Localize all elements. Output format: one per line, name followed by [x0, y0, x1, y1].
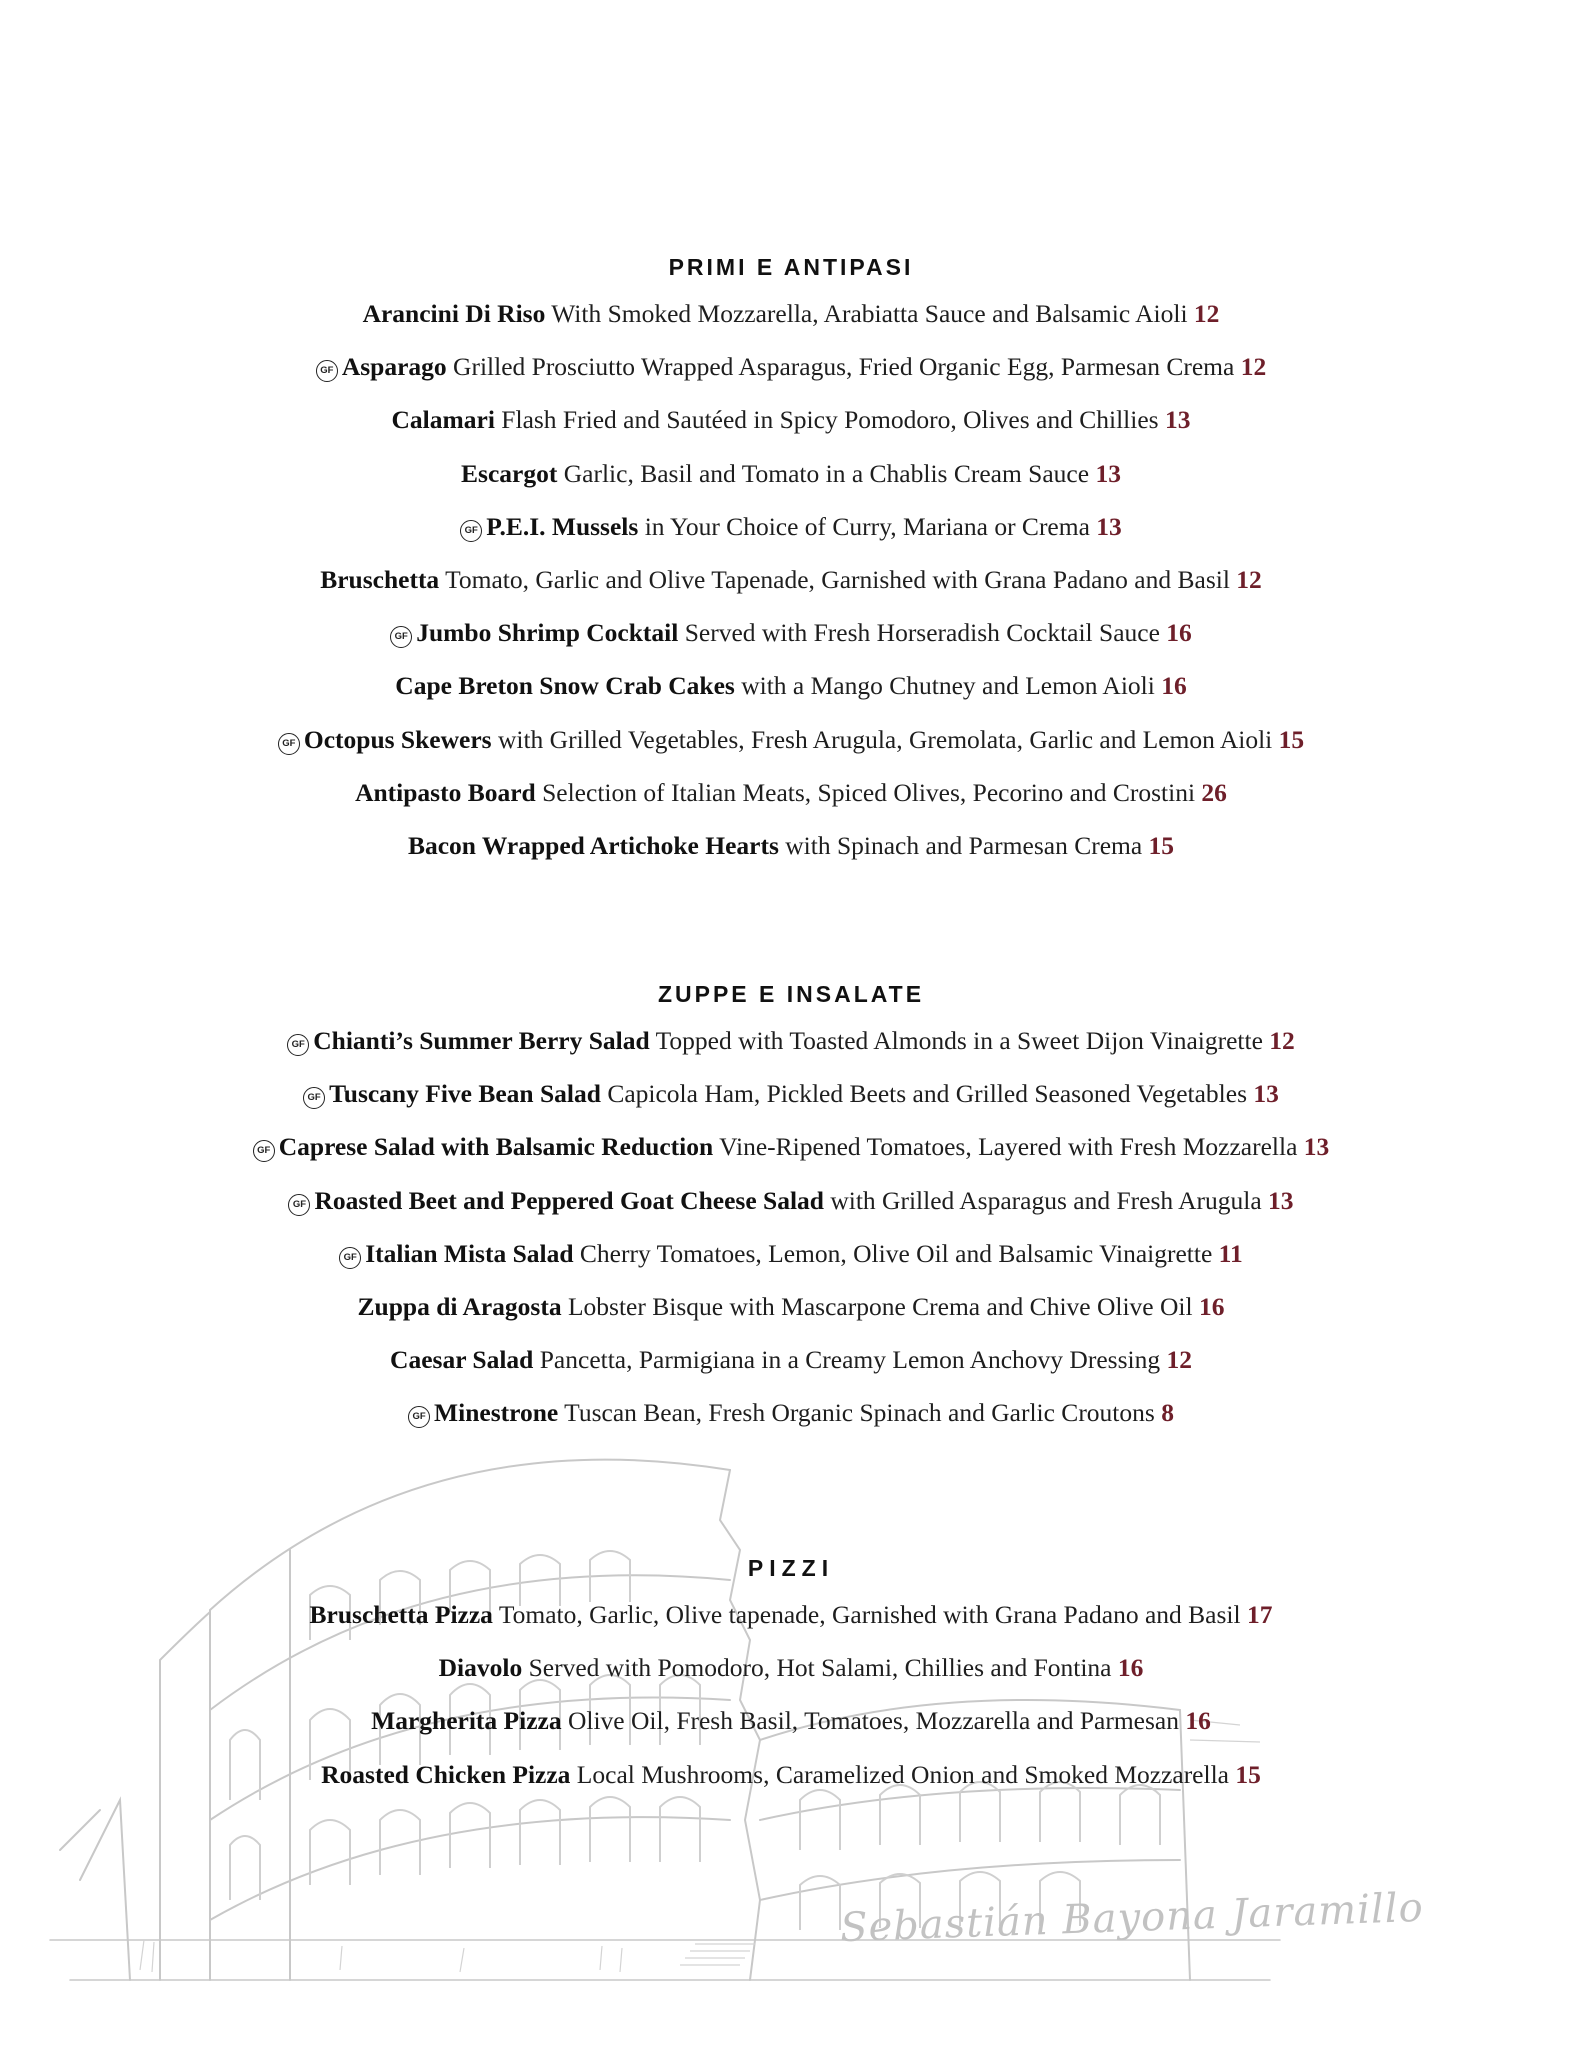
item-description: Local Mushrooms, Caramelized Onion and Smoked Mozzarella	[576, 1759, 1229, 1789]
item-description: Selection of Italian Meats, Spiced Olives, Pecorino and Crostini	[542, 777, 1196, 807]
item-name: Roasted Beet and Peppered Goat Cheese Salad	[314, 1185, 824, 1215]
menu-item	[0, 287, 1582, 340]
section-pizzi	[0, 1548, 1582, 1801]
gluten-free-icon: GF	[316, 360, 338, 382]
menu-item	[0, 500, 1582, 553]
menu-item	[0, 1748, 1582, 1801]
item-price: 11	[1218, 1238, 1243, 1268]
item-description: Served with Pomodoro, Hot Salami, Chillies and Fontina	[528, 1653, 1112, 1683]
item-name: Antipasto Board	[355, 777, 536, 807]
artist-signature: Sebastián Bayona Jaramillo	[839, 1884, 1425, 1952]
gluten-free-icon: GF	[253, 1140, 275, 1162]
section-title: PIZZI	[747, 1555, 835, 1581]
item-description: With Smoked Mozzarella, Arabiatta Sauce and Balsamic Aioli	[551, 299, 1188, 328]
item-price: 13	[1253, 1079, 1279, 1109]
item-description: Topped with Toasted Almonds in a Sweet Dijon Vinaigrette	[655, 1026, 1263, 1055]
item-description: Capicola Ham, Pickled Beets and Grilled Seasoned Vegetables	[607, 1079, 1248, 1109]
item-name: Tuscany Five Bean Salad	[329, 1079, 601, 1109]
item-name: Calamari	[391, 405, 495, 435]
item-name: P.E.I. Mussels	[486, 511, 639, 541]
menu-item	[0, 1333, 1582, 1386]
item-name: Bacon Wrapped Artichoke Hearts	[407, 830, 779, 860]
gluten-free-icon: GF	[339, 1247, 361, 1269]
item-price: 12	[1269, 1026, 1295, 1055]
item-name: Jumbo Shrimp Cocktail	[416, 618, 679, 648]
item-price: 12	[1240, 352, 1267, 382]
gluten-free-icon: GF	[390, 626, 412, 648]
menu-item	[0, 819, 1582, 872]
menu-item	[0, 1227, 1582, 1280]
item-price: 15	[1148, 830, 1175, 860]
item-price: 15	[1235, 1759, 1261, 1789]
gluten-free-icon: GF	[408, 1406, 430, 1428]
item-price: 13	[1303, 1132, 1330, 1162]
item-price: 12	[1166, 1345, 1192, 1375]
gluten-free-icon: GF	[288, 1194, 310, 1216]
item-name: Asparago	[341, 352, 447, 382]
section-title: PRIMI E ANTIPASI	[668, 254, 914, 280]
item-price: 8	[1161, 1398, 1174, 1428]
item-name: Margherita Pizza	[371, 1706, 562, 1736]
menu-item	[0, 713, 1582, 766]
item-description: Tomato, Garlic, Olive tapenade, Garnished with Grana Padano and Basil	[498, 1600, 1241, 1629]
menu-item	[0, 1014, 1582, 1067]
menu-item	[0, 1174, 1582, 1227]
item-name: Arancini Di Riso	[362, 299, 546, 328]
menu-item	[0, 766, 1582, 819]
item-price: 12	[1193, 299, 1220, 328]
item-name: Bruschetta	[320, 564, 440, 594]
item-name: Octopus Skewers	[303, 724, 492, 754]
item-price: 17	[1246, 1600, 1273, 1629]
menu-item	[0, 1694, 1582, 1747]
item-name: Chianti’s Summer Berry Salad	[313, 1026, 650, 1055]
item-name: Bruschetta Pizza	[309, 1600, 493, 1629]
item-description: Served with Fresh Horseradish Cocktail Sauce	[684, 618, 1160, 648]
item-name: Zuppa di Aragosta	[357, 1291, 562, 1321]
item-name: Diavolo	[438, 1653, 523, 1683]
menu-item	[0, 1641, 1582, 1694]
item-description: Lobster Bisque with Mascarpone Crema and Chive Olive Oil	[567, 1291, 1193, 1321]
item-price: 26	[1201, 777, 1227, 807]
menu-item	[0, 447, 1582, 500]
item-description: Flash Fried and Sautéed in Spicy Pomodoro, Olives and Chillies	[501, 405, 1159, 435]
section-primi-e-antipasi	[0, 247, 1582, 872]
menu-item	[0, 1386, 1582, 1439]
menu-item	[0, 553, 1582, 606]
item-description: Olive Oil, Fresh Basil, Tomatoes, Mozzarella and Parmesan	[567, 1706, 1179, 1736]
item-price: 16	[1117, 1653, 1144, 1683]
item-price: 12	[1236, 564, 1262, 594]
item-name: Cape Breton Snow Crab Cakes	[395, 671, 735, 701]
item-description: with Spinach and Parmesan Crema	[785, 830, 1143, 860]
gluten-free-icon: GF	[303, 1087, 325, 1109]
item-name: Minestrone	[434, 1398, 559, 1428]
item-description: Grilled Prosciutto Wrapped Asparagus, Fried Organic Egg, Parmesan Crema	[453, 352, 1235, 382]
item-description: Tuscan Bean, Fresh Organic Spinach and Garlic Croutons	[564, 1398, 1155, 1428]
menu-item	[0, 1588, 1582, 1641]
menu-item	[0, 1280, 1582, 1333]
item-price: 13	[1095, 458, 1121, 488]
gluten-free-icon: GF	[460, 520, 482, 542]
item-name: Caprese Salad with Balsamic Reduction	[278, 1132, 714, 1162]
menu-item	[0, 1120, 1582, 1173]
item-price: 16	[1185, 1706, 1211, 1736]
gluten-free-icon: GF	[278, 733, 300, 755]
item-name: Caesar Salad	[390, 1345, 534, 1375]
item-price: 13	[1164, 405, 1191, 435]
item-price: 16	[1198, 1291, 1225, 1321]
item-price: 13	[1096, 511, 1122, 541]
item-price: 16	[1161, 671, 1187, 701]
item-price: 13	[1268, 1185, 1294, 1215]
item-description: Pancetta, Parmigiana in a Creamy Lemon Anchovy Dressing	[539, 1345, 1161, 1375]
menu-item	[0, 1067, 1582, 1120]
item-description: with a Mango Chutney and Lemon Aioli	[741, 671, 1155, 701]
item-name: Roasted Chicken Pizza	[321, 1759, 571, 1789]
section-zuppe-e-insalate	[0, 974, 1582, 1440]
item-description: in Your Choice of Curry, Mariana or Crema	[644, 511, 1090, 541]
item-description: with Grilled Vegetables, Fresh Arugula, Gremolata, Garlic and Lemon Aioli	[497, 724, 1273, 754]
menu-item	[0, 393, 1582, 446]
menu-item	[0, 340, 1582, 393]
item-name: Italian Mista Salad	[365, 1238, 574, 1268]
menu-item	[0, 606, 1582, 659]
item-price: 16	[1166, 618, 1192, 648]
gluten-free-icon: GF	[287, 1034, 309, 1056]
item-description: Cherry Tomatoes, Lemon, Olive Oil and Balsamic Vinaigrette	[579, 1238, 1213, 1268]
menu-item	[0, 659, 1582, 712]
item-description: Vine-Ripened Tomatoes, Layered with Fresh Mozzarella	[719, 1132, 1298, 1162]
item-price: 15	[1278, 724, 1305, 754]
item-description: Tomato, Garlic and Olive Tapenade, Garnished with Grana Padano and Basil	[445, 564, 1230, 594]
item-description: Garlic, Basil and Tomato in a Chablis Cream Sauce	[563, 458, 1090, 488]
item-description: with Grilled Asparagus and Fresh Arugula	[830, 1185, 1262, 1215]
section-title: ZUPPE E INSALATE	[657, 981, 925, 1007]
item-name: Escargot	[461, 458, 558, 488]
